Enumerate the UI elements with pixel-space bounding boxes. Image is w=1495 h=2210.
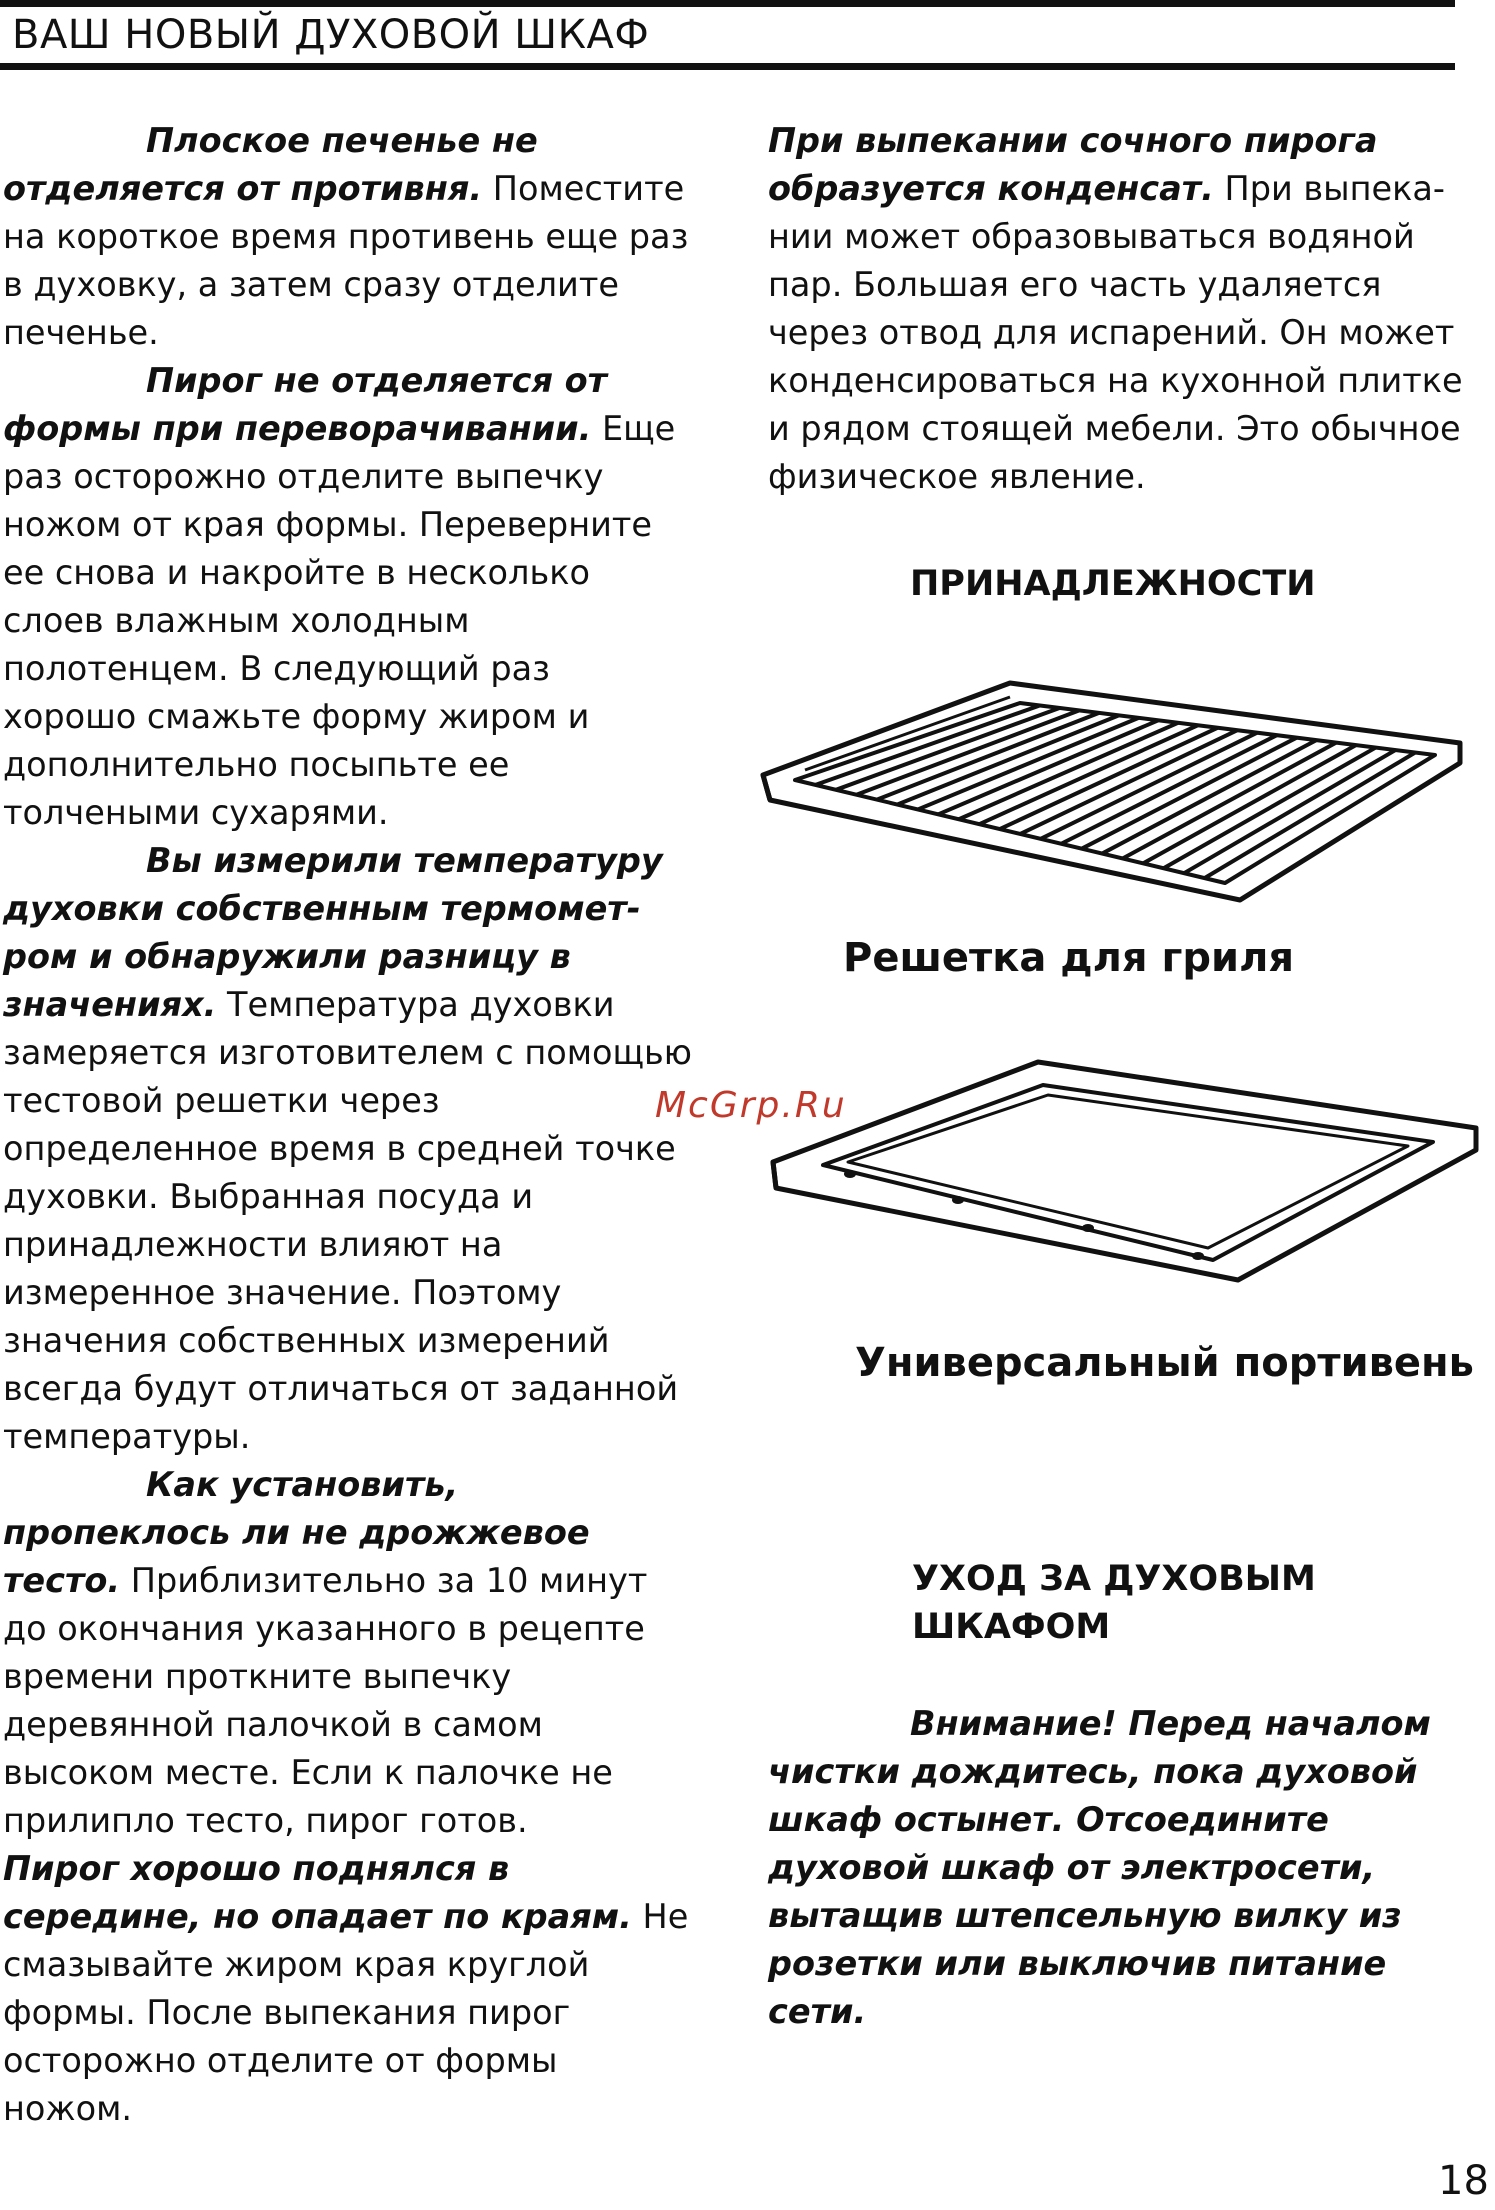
paragraph-heading: Вы измерили температуру духовки собственным термометром и обнаружили разницу в значениях. xyxy=(3,841,663,1024)
paragraph-text: Не смазывайте жиром края круглой формы. После выпекания пирог осторожно отделите от формы ножом. xyxy=(3,1897,689,2128)
page-title: ВАШ НОВЫЙ ДУХОВОЙ ШКАФ xyxy=(12,12,650,58)
left-column xyxy=(3,117,693,2133)
paragraph-heading: Плоское печенье не отделяется от противня. xyxy=(3,121,538,208)
grill-caption: Решетка для гриля xyxy=(843,935,1295,981)
care-heading-line: ШКАФОМ xyxy=(912,1607,1111,1647)
paragraph xyxy=(3,837,693,1461)
care-heading-line: УХОД ЗА ДУХОВЫМ xyxy=(912,1559,1316,1599)
care-heading xyxy=(912,1555,1316,1651)
top-rule xyxy=(0,0,1455,7)
paragraph-heading: При выпекании сочного пирога образуется конденсат. xyxy=(768,121,1378,208)
paragraph xyxy=(768,117,1468,501)
paragraph-text: Еще раз осторожно отделите выпечку ножом от края формы. Переверните ее снова и накройте в несколько слоев влажным холодным полотенцем. В следующий раз хорошо смажьте форму жиром и дополнительно посыпьте ее толчеными сухарями. xyxy=(3,409,676,832)
warning-paragraph xyxy=(768,1700,1488,2036)
grill-rack-icon xyxy=(755,675,1470,915)
accessories-heading: ПРИНАДЛЕЖНОСТИ xyxy=(910,564,1316,604)
tray-caption: Универсальный портивень xyxy=(855,1340,1474,1386)
baking-tray-icon xyxy=(768,1050,1483,1290)
paragraph-text: Приблизительно за 10 минут до окончания указанного в рецепте времени проткните выпечку деревянной палочкой в самом высоком месте. Если к палочке не прилипло тесто, пирог готов. xyxy=(3,1561,648,1840)
right-column-top xyxy=(768,117,1468,501)
paragraph xyxy=(3,117,693,357)
warning-text: Внимание! Перед началом чистки дождитесь, пока духовой шкаф остынет. Отсоедините духовой шкаф от электросети, вытащив штепсельную вилку из розетки или выключив питание сети. xyxy=(768,1704,1431,2031)
page-number: 18 xyxy=(1438,2158,1489,2204)
page-header xyxy=(0,8,1455,70)
paragraph-text: Температура духовки замеряется изготовителем с помощью тестовой решетки через определенное время в средней точке духовки. Выбранная посуда и принадлежности влияют на измеренное значение. Поэтому значения собственных измерений всегда будут отличаться от заданной температуры. xyxy=(3,985,692,1456)
paragraph xyxy=(3,1461,693,1845)
paragraph xyxy=(3,1845,693,2133)
paragraph-heading: Пирог хорошо поднялся в середине, но опадает по краям. xyxy=(3,1849,632,1936)
paragraph-text: Поместите на короткое время противень еще раз в духовку, а затем сразу отделите печенье. xyxy=(3,169,689,352)
paragraph xyxy=(3,357,693,837)
warning-block xyxy=(768,1700,1488,2036)
paragraph-text: При выпекании может образовываться водяной пар. Большая его часть удаляется через отвод для испарений. Он может конденсироваться на кухонной плитке и рядом стоящей мебели. Это обычное физическое явление. xyxy=(768,169,1463,496)
paragraph-heading: Как установить, пропеклось ли не дрожжевое тесто. xyxy=(3,1465,590,1600)
paragraph-heading: Пирог не отделяется от формы при переворачивании. xyxy=(3,361,608,448)
watermark: McGrp.Ru xyxy=(655,1085,847,1126)
